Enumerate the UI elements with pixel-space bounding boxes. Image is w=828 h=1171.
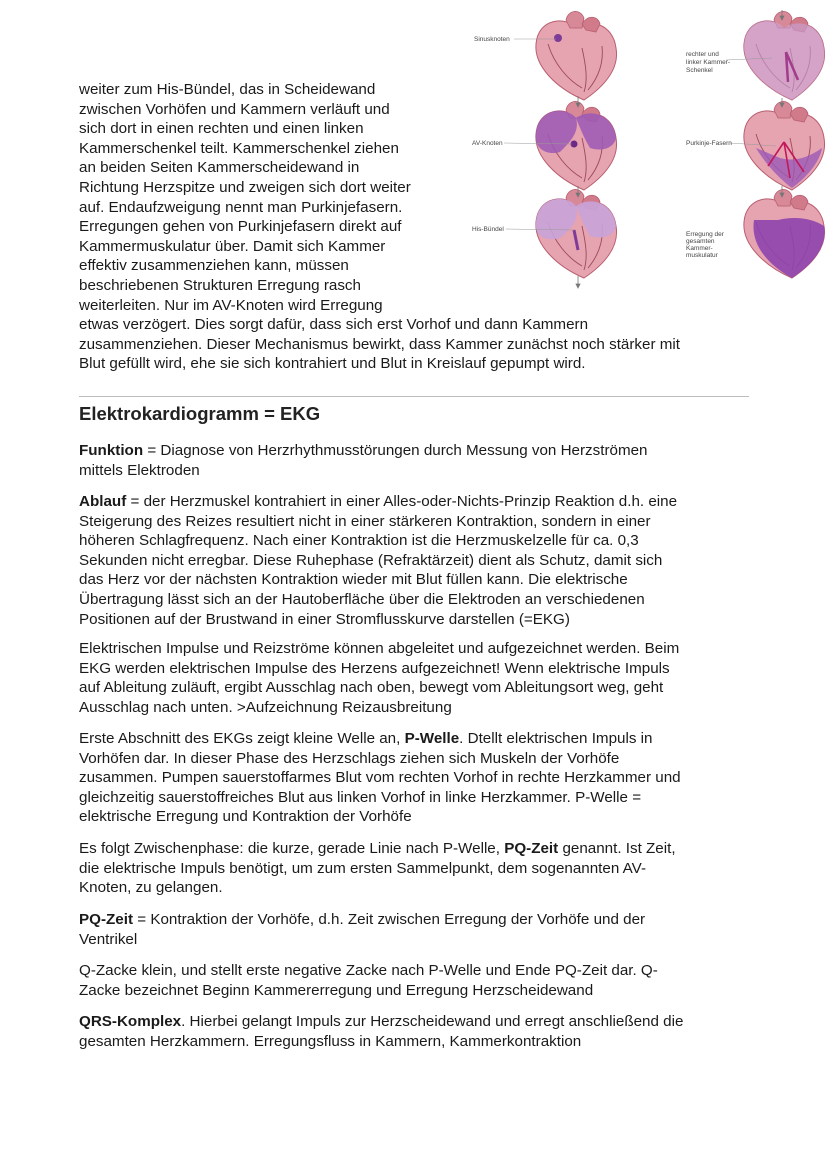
qrs-paragraph	[79, 1012, 759, 1051]
label-erregung-1: Erregung der	[686, 231, 724, 238]
text-line: Ausschlag nach unten. >Aufzeichnung Reizausbreitung	[79, 698, 452, 716]
text-line: = Kontraktion der Vorhöfe, d.h. Zeit zwischen Erregung der Vorhöfe und der	[137, 911, 646, 928]
ablauf-paragraph	[79, 492, 759, 629]
p-welle-paragraph	[79, 729, 759, 827]
section-divider	[79, 396, 749, 397]
heart-conduction-figure	[466, 8, 828, 298]
text-line: Kammerschenkel teilt. Kammerschenkel ziehen	[79, 139, 399, 157]
text-line: Übertragung lässt sich an der Hautoberfläche über die Elektroden an verschiedenen	[79, 590, 645, 608]
text-line: Blut gefüllt wird, ehe sie sich kontrahiert und Blut in Kreislauf gepumpt wird.	[79, 355, 586, 373]
heart-gesamte-kammer	[744, 189, 825, 278]
label-sinusknoten: Sinusknoten	[474, 36, 510, 43]
text-line: weiter zum His-Bündel, das in Scheidewand	[79, 81, 376, 98]
text-line: Steigerung des Reizes resultiert nicht in einer stärkeren Kontraktion, sondern in einer	[79, 512, 651, 530]
text-line: Sekunden nicht erregbar. Diese Ruhephase (Refraktärzeit) dient als Schutz, damit sich	[79, 551, 663, 569]
text-line: . Hierbei gelangt Impuls zur Herzscheidewand und erregt anschließend die	[181, 1013, 684, 1030]
heart-purkinje	[744, 101, 825, 190]
text-line: EKG werden elektrischen Impulse des Herzens aufgezeichnet! Wenn elektrische Impuls	[79, 659, 670, 677]
pq-zeit-paragraph	[79, 910, 759, 949]
text-line: = Diagnose von Herzrhythmusstörungen durch Messung von Herzströmen	[147, 442, 648, 459]
text-line: Erregungen gehen von Purkinjefasern direkt auf	[79, 218, 402, 236]
term-ablauf: Ablauf	[79, 493, 127, 510]
term-qrs-komplex: QRS-Komplex	[79, 1013, 182, 1030]
text-line: Erste Abschnitt des EKGs zeigt kleine Welle an,	[79, 730, 405, 747]
text-line: gleichzeitig sauerstoffreiches Blut aus linken Vorhof in linke Herzkammer. P-Welle =	[79, 788, 642, 806]
q-zacke-paragraph	[79, 961, 759, 1000]
text-line: mittels Elektroden	[79, 461, 200, 479]
term-p-welle: P-Welle	[404, 730, 460, 747]
label-erregung-2: gesamten	[686, 238, 715, 245]
section-heading: Elektrokardiogramm = EKG	[79, 403, 321, 424]
text-line: sich dort in einen rechten und einen linken	[79, 120, 364, 138]
text-line: Positionen auf der Brustwand in einer Stromflusskurve darstellen (=EKG)	[79, 610, 570, 628]
term-funktion: Funktion	[79, 442, 144, 459]
term-pq-zeit-def: PQ-Zeit	[79, 911, 134, 928]
heart-sinusknoten	[536, 11, 617, 100]
text-line: auf Ableitung zuläuft, ergibt Ausschlag nach oben, bewegt vom Ableitungsort weg, geht	[79, 679, 664, 697]
label-av-knoten: AV-Knoten	[472, 140, 503, 147]
text-line: beschriebenen Strukturen Erregung rasch	[79, 276, 361, 294]
text-line: = der Herzmuskel kontrahiert in einer Alles-oder-Nichts-Prinzip Reaktion d.h. eine	[130, 493, 678, 510]
label-kammerschenkel-1: rechter und	[686, 51, 719, 58]
text-line: auf. Endaufzweigung nennt man Purkinjefasern.	[79, 198, 403, 216]
text-line: Kammermuskulatur über. Damit sich Kammer	[79, 237, 386, 255]
text-line: elektrische Erregung und Kontraktion der Vorhöfe	[79, 808, 412, 826]
text-line: Elektrischen Impulse und Reizströme können abgeleitet und aufgezeichnet werden. Beim	[79, 640, 680, 657]
text-line: das Herz vor der nächsten Kontraktion wieder mit Blut füllen kann. Die elektrische	[79, 571, 628, 589]
text-line: gesamten Herzkammern. Erregungsfluss in Kammern, Kammerkontraktion	[79, 1032, 582, 1050]
text-line: zusammen. Pumpen sauerstoffarmes Blut vom rechten Vorhof in rechte Herzkammer und	[79, 769, 681, 787]
term-pq-zeit: PQ-Zeit	[504, 840, 559, 857]
heart-av-knoten	[536, 101, 617, 190]
text-line: . Dtellt elektrischen Impuls in	[459, 730, 653, 747]
text-line: Q-Zacke klein, und stellt erste negative Zacke nach P-Welle und Ende PQ-Zeit dar. Q-	[79, 962, 658, 979]
text-line: höheren Schlagfrequenz. Nach einer Kontraktion ist die Herzmuskelzelle für ca. 0,3	[79, 532, 639, 550]
label-purkinje: Purkinje-Fasern	[686, 140, 732, 147]
text-line: Zacke bezeichnet Beginn Kammererregung und Erregung Herzscheidewand	[79, 981, 594, 999]
text-line: genannt. Ist Zeit,	[558, 840, 676, 857]
heart-his-buendel	[536, 189, 617, 278]
heart-kammerschenkel	[744, 11, 825, 100]
label-his-buendel: His-Bündel	[472, 226, 504, 233]
funktion-paragraph	[79, 441, 759, 480]
text-line: Richtung Herzspitze und zweigen sich dort weiter	[79, 178, 411, 196]
label-kammerschenkel-3: Schenkel	[686, 67, 713, 74]
text-line: an beiden Seiten Kammerscheidewand in	[79, 159, 360, 177]
text-line: weiterleiten. Nur im AV-Knoten wird Erregung	[79, 296, 383, 314]
text-line: Es folgt Zwischenphase: die kurze, gerade Linie nach P-Welle,	[79, 840, 505, 857]
text-line: zusammenziehen. Dieser Mechanismus bewirkt, dass Kammer zunächst noch stärker mit	[79, 335, 680, 353]
text-line: Ventrikel	[79, 930, 138, 948]
label-erregung-3: Kammer-	[686, 245, 713, 252]
text-line: zwischen Vorhöfen und Kammern verläuft und	[79, 100, 390, 118]
text-line: Knoten, zu gelangen.	[79, 879, 223, 897]
text-line: etwas verzögert. Dies sorgt dafür, dass sich erst Vorhof und dann Kammern	[79, 316, 589, 334]
label-kammerschenkel-2: linker Kammer-	[686, 59, 731, 66]
impulse-paragraph	[79, 639, 759, 717]
zwischenphase-paragraph	[79, 839, 759, 898]
text-line: Vorhöfen dar. In dieser Phase des Herzschlags ziehen sich Muskeln der Vorhöfe	[79, 749, 620, 767]
text-line: effektiv zusammenziehen kann, müssen	[79, 257, 349, 275]
label-erregung-4: muskulatur	[686, 252, 718, 259]
text-line: die elektrische Impuls benötigt, um zum ersten Sammelpunkt, dem sogenannten AV-	[79, 859, 647, 877]
